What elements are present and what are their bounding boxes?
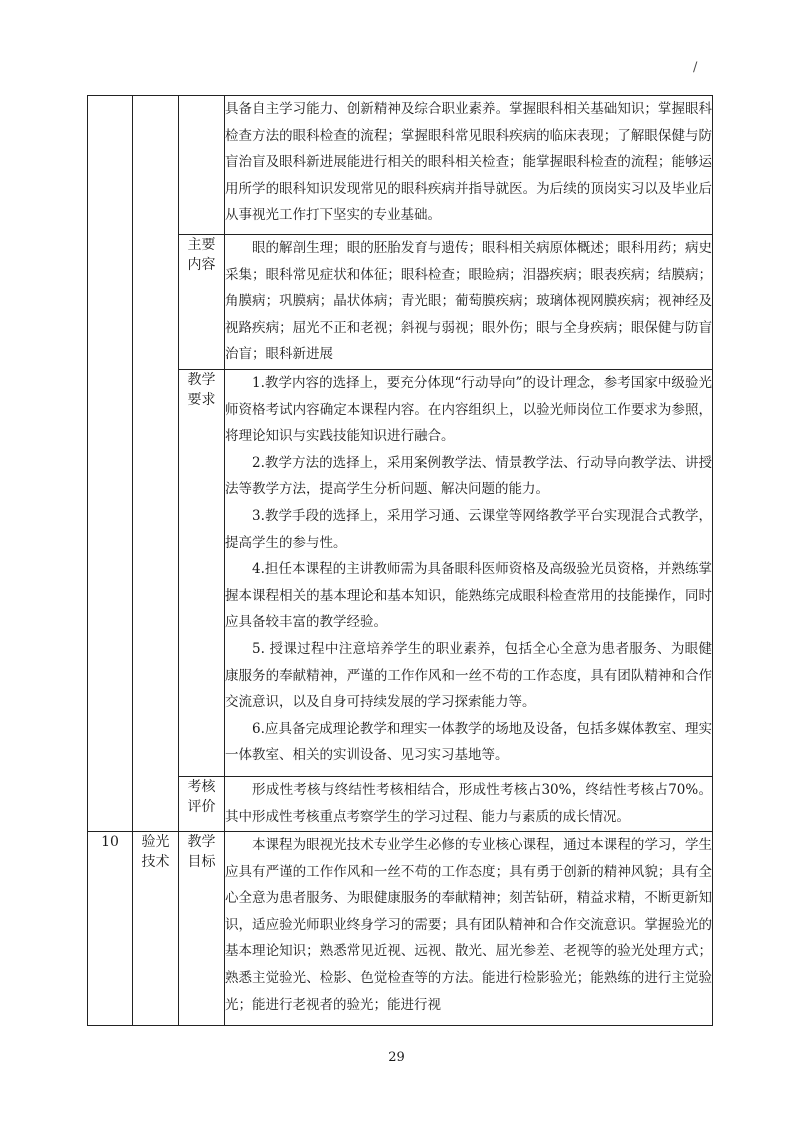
- teaching-objective-text-cell: [225, 832, 713, 1026]
- page-number: 29: [388, 1050, 405, 1065]
- requirement-item: 5. 授课过程中注意培养学生的职业素养，包括全心全意为患者服务、为眼健康服务的奉献精神，严谨的工作作风和一丝不苟的工作态度，具有团队精神和合作交流意识，以及自身可持续发展的学习探索能力等。: [225, 640, 712, 711]
- objective-continued-text: 具备自主学习能力、创新精神及综合职业素养。掌握眼科相关基础知识；掌握眼科检查方法的眼科检查的流程；掌握眼科常见眼科疾病的临床表现；了解眼保健与防盲治盲及眼科新进展能进行相关的眼科相关检查；能掌握眼科检查的流程；能够运用所学的眼科知识发现常见的眼科疾病并指导就医。为后续的顶岗实习以及毕业后从事视光工作打下坚实的专业基础。: [225, 101, 712, 224]
- main-content-text: 眼的解剖生理；眼的胚胎发育与遗传；眼科相关病原体概述；眼科用药；病史采集；眼科常见症状和体征；眼科检查；眼睑病；泪器疾病；眼表疾病；结膜病；角膜病；巩膜病；晶状体病；青光眼；葡萄膜疾病；玻璃体视网膜疾病；视神经及视路疾病；屈光不正和老视；斜视与弱视；眼外伤；眼与全身疾病；眼保健与防盲治盲；眼科新进展: [225, 240, 712, 363]
- course-name-cell-empty: [133, 96, 179, 832]
- row-course-10-objective: [88, 832, 713, 1026]
- course-name: 验光 技术: [133, 832, 179, 1026]
- teaching-requirements-cell: [225, 370, 713, 777]
- main-content-label: 主要 内容: [179, 235, 225, 370]
- row-assessment: [88, 777, 713, 832]
- requirement-item: 3.教学手段的选择上，采用学习通、云课堂等网络教学平台实现混合式教学，提高学生的参与性。: [225, 507, 712, 551]
- requirement-item: 4.担任本课程的主讲教师需为具备眼科医师资格及高级验光员资格，并熟练掌握本课程相关的基本理论和基本知识，能熟练完成眼科检查常用的技能操作，同时应具备较丰富的教学经验。: [225, 561, 712, 631]
- curriculum-table: [87, 95, 713, 1026]
- corner-mark: /: [693, 60, 698, 75]
- requirement-item: 6.应具备完成理论教学和理实一体教学的场地及设备，包括多媒体教室、理实一体教室、相关的实训设备、见习实习基地等。: [225, 720, 712, 764]
- assessment-text: 形成性考核与终结性考核相结合，形成性考核占30%，终结性考核占70%。其中形成性考核重点考察学生的学习过程、能力与素质的成长情况。: [225, 782, 712, 825]
- assessment-text-cell: [225, 777, 713, 832]
- category-cell-empty: [179, 96, 225, 235]
- teaching-objective-label: 教学 目标: [179, 832, 225, 1026]
- row-main-content: [88, 235, 713, 370]
- teaching-objective-text: 本课程为眼视光技术专业学生必修的专业核心课程，通过本课程的学习，学生应具有严谨的工作作风和一丝不苟的工作态度；具有勇于创新的精神风貌；具有全心全意为患者服务、为眼健康服务的奉献精神；刻苦钻研，精益求精，不断更新知识，适应验光师职业终身学习的需要；具有团队精神和合作交流意识。掌握验光的基本理论知识；熟悉常见近视、远视、散光、屈光参差、老视等的验光处理方式；熟悉主觉验光、检影、色觉检查等的方法。能进行检影验光；能熟练的进行主觉验光；能进行老视者的验光；能进行视: [225, 837, 712, 1013]
- requirement-item: 1.教学内容的选择上，要充分体现“行动导向”的设计理念，参考国家中级验光师资格考试内容确定本课程内容。在内容组织上，以验光师岗位工作要求为参照，将理论知识与实践技能知识进行融合。: [225, 375, 712, 445]
- objective-continued-text-cell: [225, 96, 713, 235]
- requirement-item: 2.教学方法的选择上，采用案例教学法、情景教学法、行动导向教学法、讲授法等教学方法，提高学生分析问题、解决问题的能力。: [225, 454, 712, 498]
- row-objective-continued: [88, 96, 713, 235]
- main-content-text-cell: [225, 235, 713, 370]
- row-teaching-requirements: [88, 370, 713, 777]
- course-number-cell-empty: [88, 96, 133, 832]
- course-number: 10: [88, 832, 133, 1026]
- assessment-label: 考核 评价: [179, 777, 225, 832]
- teaching-requirements-label: 教学 要求: [179, 370, 225, 777]
